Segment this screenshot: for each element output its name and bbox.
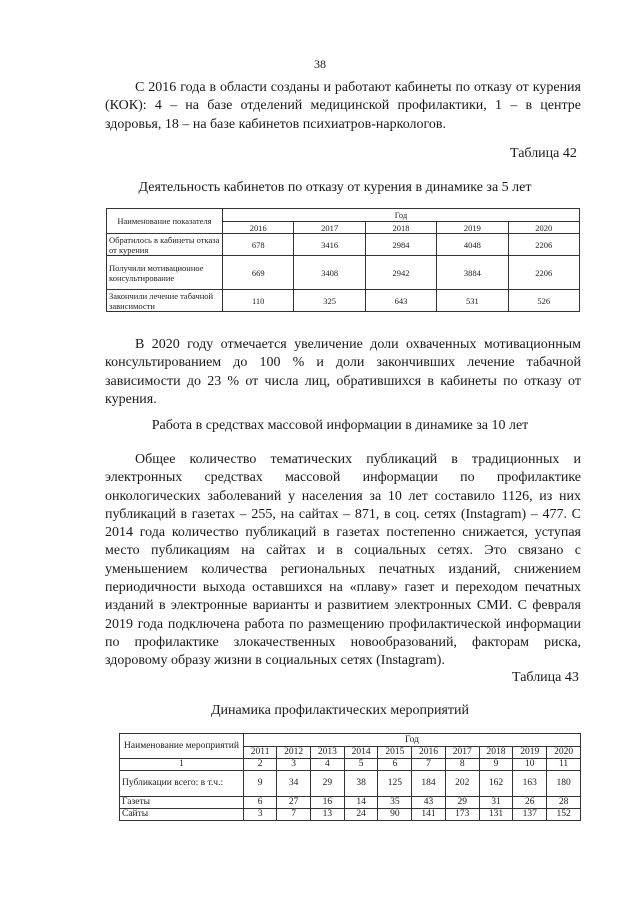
table-43-year: 2011 — [244, 747, 277, 759]
column-number: 10 — [513, 759, 547, 771]
cell: 7 — [277, 809, 311, 821]
table-row — [107, 290, 580, 312]
table-42-header-year: Год — [223, 209, 580, 222]
table-42-year: 2020 — [508, 222, 579, 234]
row-name: Закончили лечение табачной зависимости — [107, 290, 223, 312]
column-number: 7 — [412, 759, 446, 771]
table-43-header-year: Год — [244, 734, 581, 747]
section-title: Работа в средствах массовой информации в динамике за 10 лет — [151, 418, 529, 433]
column-number: 4 — [310, 759, 344, 771]
cell: 643 — [365, 290, 436, 312]
cell: 137 — [513, 809, 547, 821]
cell: 163 — [513, 771, 547, 797]
table-42 — [106, 208, 580, 312]
paragraph-results: В 2020 году отмечается увеличение доли охваченных мотивационным консультированием до 100 % и доли закончивших лечение табачной зависимости до 23 % от числа лиц, обратившихся в кабинеты по отказу от курения. — [105, 337, 581, 407]
table-43-year: 2012 — [277, 747, 311, 759]
row-name: Газеты — [120, 797, 244, 809]
cell: 202 — [445, 771, 479, 797]
cell: 184 — [412, 771, 446, 797]
cell: 110 — [223, 290, 294, 312]
column-number: 9 — [479, 759, 513, 771]
cell: 35 — [378, 797, 412, 809]
table-43-year: 2016 — [412, 747, 446, 759]
table-43-year: 2020 — [547, 747, 581, 759]
column-number: 8 — [445, 759, 479, 771]
cell: 2206 — [508, 256, 579, 290]
cell: 43 — [412, 797, 446, 809]
cell: 3884 — [437, 256, 508, 290]
cell: 9 — [244, 771, 277, 797]
column-number: 1 — [120, 759, 244, 771]
cell: 526 — [508, 290, 579, 312]
cell: 31 — [479, 797, 513, 809]
cell: 29 — [445, 797, 479, 809]
cell: 180 — [547, 771, 581, 797]
table-row — [120, 797, 581, 809]
cell: 13 — [310, 809, 344, 821]
cell: 2206 — [508, 234, 579, 256]
table-43 — [119, 733, 581, 821]
table-42-title: Деятельность кабинетов по отказу от курения в динамике за 5 лет — [138, 180, 532, 195]
paragraph-media: Общее количество тематических публикаций в традиционных и электронных средствах массовой информации по профилактике онкологических заболеваний у населения за 10 лет составило 1126, из них публикаций в газетах – 255, на сайтах – 871, в соц. сетях (Instagram) – 477. С 2014 года количество публикаций в газетах постепенно снижается, уступая место публикациям на сайтах и в социальных сетях. Это связано с уменьшением количества региональных печатных изданий, снижением периодичности выхода оставшихся на «плаву» газет и переходом печатных изданий в электронные варианты и развитием электронных СМИ. С февраля 2019 года подключена работа по размещению профилактической информации по профилактике злокачественных новообразований, факторам риска, здоровому образу жизни в социальных сетях (Instagram). — [105, 452, 581, 669]
table-42-year: 2016 — [223, 222, 294, 234]
cell: 325 — [294, 290, 365, 312]
cell: 6 — [244, 797, 277, 809]
column-number: 6 — [378, 759, 412, 771]
table-42-year: 2019 — [437, 222, 508, 234]
table-43-title: Динамика профилактических мероприятий — [210, 703, 470, 718]
cell: 131 — [479, 809, 513, 821]
cell: 678 — [223, 234, 294, 256]
row-name: Обратилось в кабинеты отказа от курения — [107, 234, 223, 256]
table-42-year: 2017 — [294, 222, 365, 234]
cell: 141 — [412, 809, 446, 821]
cell: 16 — [310, 797, 344, 809]
row-name: Публикации всего: в т.ч.: — [120, 771, 244, 797]
table-43-year: 2015 — [378, 747, 412, 759]
row-name: Сайты — [120, 809, 244, 821]
cell: 152 — [547, 809, 581, 821]
table-43-year: 2019 — [513, 747, 547, 759]
table-row — [120, 809, 581, 821]
cell: 28 — [547, 797, 581, 809]
cell: 162 — [479, 771, 513, 797]
table-42-year: 2018 — [365, 222, 436, 234]
cell: 3416 — [294, 234, 365, 256]
row-name: Получили мотивационное консультирование — [107, 256, 223, 290]
cell: 125 — [378, 771, 412, 797]
column-number-row — [120, 759, 581, 771]
paragraph-kok: С 2016 года в области созданы и работают кабинеты по отказу от курения (КОК): 4 – на базе отделений медицинской профилактики, 1 – в центре здоровья, 18 – на базе кабинетов психиатров-наркологов. — [105, 80, 581, 132]
cell: 4048 — [437, 234, 508, 256]
table-43-year: 2017 — [445, 747, 479, 759]
table-row — [120, 771, 581, 797]
cell: 24 — [344, 809, 378, 821]
column-number: 11 — [547, 759, 581, 771]
cell: 3 — [244, 809, 277, 821]
table-43-label: Таблица 43 — [512, 670, 579, 685]
cell: 173 — [445, 809, 479, 821]
table-row — [107, 256, 580, 290]
cell: 34 — [277, 771, 311, 797]
table-43-header-name: Наименование мероприятий — [120, 734, 244, 759]
table-42-header-name: Наименование показателя — [107, 209, 223, 234]
table-43-year: 2018 — [479, 747, 513, 759]
cell: 2942 — [365, 256, 436, 290]
table-row — [107, 234, 580, 256]
table-42-label: Таблица 42 — [510, 146, 577, 161]
column-number: 5 — [344, 759, 378, 771]
cell: 2984 — [365, 234, 436, 256]
cell: 3408 — [294, 256, 365, 290]
table-43-year: 2014 — [344, 747, 378, 759]
page-number: 38 — [314, 57, 326, 71]
cell: 26 — [513, 797, 547, 809]
cell: 14 — [344, 797, 378, 809]
cell: 29 — [310, 771, 344, 797]
column-number: 3 — [277, 759, 311, 771]
cell: 38 — [344, 771, 378, 797]
cell: 27 — [277, 797, 311, 809]
table-43-year: 2013 — [310, 747, 344, 759]
cell: 90 — [378, 809, 412, 821]
cell: 669 — [223, 256, 294, 290]
column-number: 2 — [244, 759, 277, 771]
cell: 531 — [437, 290, 508, 312]
